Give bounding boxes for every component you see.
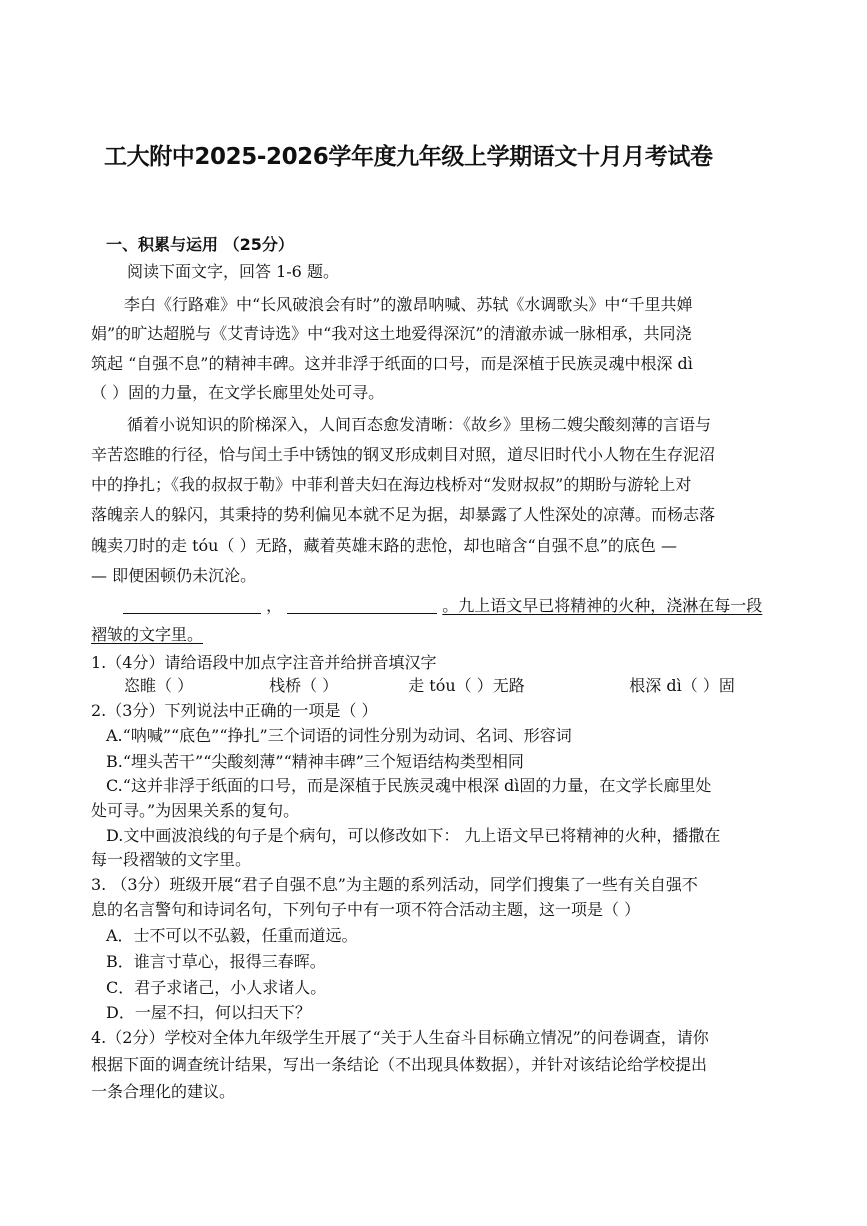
exam-title: 工大附中2025-2026学年度九年级上学期语文十月月考试卷: [104, 144, 713, 170]
passage-line: 魄卖刀时的走 tóu（ ）无路，藏着英雄末路的悲怆，却也暗含“自强不息”的底色 —: [91, 536, 677, 555]
blank-line: [123, 597, 261, 614]
q1-item: 走 tóu（ ）无路: [408, 676, 525, 695]
passage-line: 中的挣扎；《我的叔叔于勒》中菲利普夫妇在海边栈桥对“发财叔叔”的期盼与游轮上对: [91, 475, 692, 494]
passage-line: 筑起 “自强不息”的精神丰碑。这并非浮于纸面的口号，而是深植于民族灵魂中根深 dì: [91, 354, 693, 373]
comma: ，: [266, 596, 283, 615]
q1-item: 根深 dì（ ）固: [629, 676, 735, 695]
passage-line: 李白《行路难》中“长风破浪会有时”的激昂呐喊、苏轼《水调歌头》中“千里共婵: [124, 295, 693, 314]
passage-fill-line: [91, 597, 762, 614]
q2-option-b: B.“埋头苦干”“尖酸刻薄”“精神丰碑”三个短语结构类型相同: [106, 752, 524, 771]
q2-option-c: C.“这并非浮于纸面的口号，而是深植于民族灵魂中根深 dì固的力量，在文学长廊里处: [106, 776, 712, 795]
passage-line: 褶皱的文字里。: [91, 625, 204, 644]
reading-instruction: 阅读下面文字，回答 1-6 题。: [127, 262, 339, 281]
passage-line: 循着小说知识的阶梯深入，人间百态愈发清晰：《故乡》里杨二嫂尖酸刻薄的言语与: [127, 415, 712, 434]
section-heading: 一、积累与运用 （25分）: [106, 235, 294, 254]
passage-line: （ ）固的力量，在文学长廊里处处可寻。: [91, 383, 385, 402]
q1-item: 栈桥（ ）: [269, 676, 339, 695]
q1-item: 恣睢（ ）: [124, 676, 194, 695]
q2-option-c-cont: 处可寻。”为因果关系的复句。: [91, 801, 300, 820]
q3-option-d: D．一屋不扫，何以扫天下？: [106, 1003, 311, 1022]
passage-line: 辛苦恣睢的行径，恰与闰土手中锈蚀的钢叉形成刺目对照，道尽旧时代小人物在生存泥沼: [91, 445, 716, 464]
q3-option-a: A．士不可以不弘毅，任重而道远。: [106, 926, 358, 945]
question-3: 3. （3分）班级开展“君子自强不息”为主题的系列活动，同学们搜集了一些有关自强不: [91, 875, 698, 894]
question-2: 2.（3分）下列说法中正确的一项是（ ）: [91, 701, 378, 720]
q1-items: [124, 678, 735, 694]
q2-option-d-cont: 每一段褶皱的文字里。: [91, 850, 252, 869]
q3-option-c: C．君子求诸己，小人求诸人。: [106, 978, 327, 997]
passage-line: — 即便困顿仍未沉沦。: [91, 566, 257, 585]
blank-line: [287, 597, 437, 614]
q2-option-a: A.“呐喊”“底色”“挣扎”三个词语的词性分别为动词、名词、形容词: [106, 726, 572, 745]
question-4: 4.（2分）学校对全体九年级学生开展了“关于人生奋斗目标确立情况”的问卷调查，请你: [91, 1028, 709, 1047]
q3-option-b: B．谁言寸草心，报得三春晖。: [106, 952, 326, 971]
question-4-cont: 一条合理化的建议。: [91, 1082, 236, 1101]
passage-line: 娟”的旷达超脱与《艾青诗选》中“我对这土地爱得深沉”的清澈赤诚一脉相承，共同浇: [91, 324, 692, 343]
q2-option-d: D.文中画波浪线的句子是个病句，可以修改如下： 九上语文早已将精神的火种，播撒在: [106, 826, 721, 845]
wavy-sentence: 。九上语文早已将精神的火种，浇淋在每一段: [442, 596, 763, 615]
question-3-cont: 息的名言警句和诗词名句，下列句子中有一项不符合活动主题，这一项是（ ）: [91, 900, 641, 919]
question-4-cont: 根据下面的调查统计结果，写出一条结论（不出现具体数据），并针对该结论给学校提出: [91, 1055, 708, 1074]
passage-line: 落魄亲人的躲闪，其秉持的势利偏见本就不足为据，却暴露了人性深处的凉薄。而杨志落: [91, 505, 716, 524]
question-1: 1.（4分）请给语段中加点字注音并给拼音填汉字: [91, 653, 437, 672]
